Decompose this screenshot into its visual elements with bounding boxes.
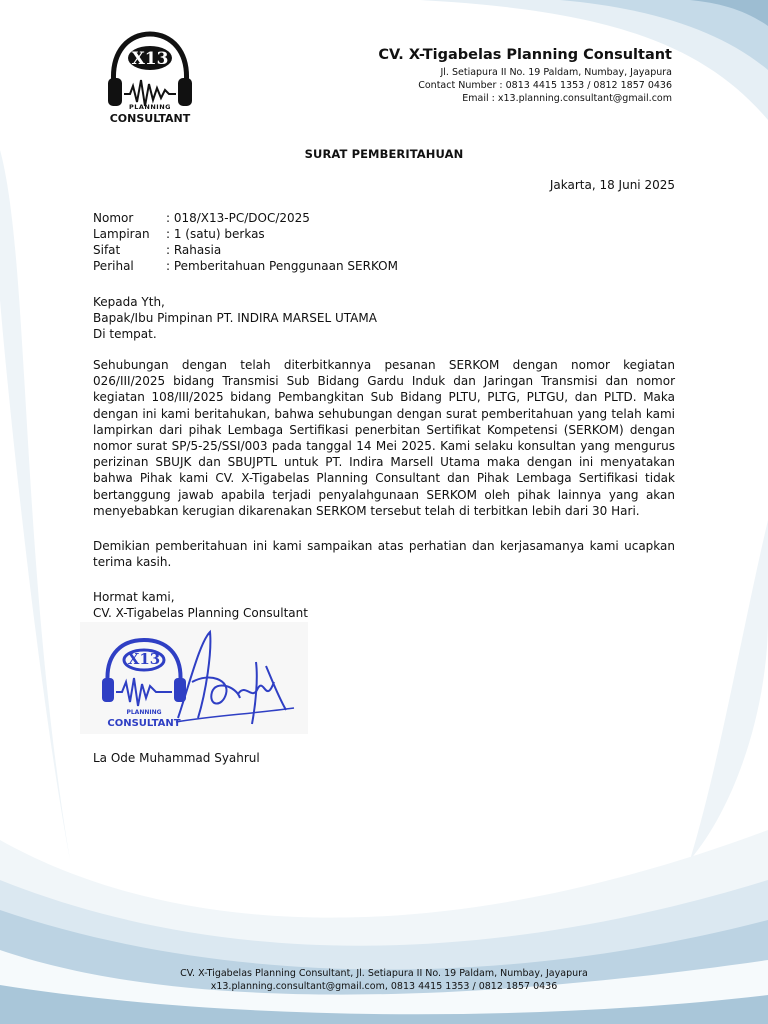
meta-row-nomor — [93, 210, 398, 226]
svg-text:CONSULTANT: CONSULTANT — [107, 718, 181, 729]
letter-meta — [93, 210, 398, 274]
company-address: Jl. Setiapura II No. 19 Paldam, Numbay, Jayapura — [440, 67, 672, 78]
company-name: CV. X-Tigabelas Planning Consultant — [378, 47, 672, 63]
company-letterhead — [378, 47, 672, 105]
sign-off: Hormat kami, — [93, 590, 175, 604]
closing-paragraph: Demikian pemberitahuan ini kami sampaikan atas perhatian dan kerjasamanya kami ucapkan terima kasih. — [93, 539, 675, 570]
meta-value: : Rahasia — [166, 243, 222, 257]
recipient-place: Di tempat. — [93, 327, 157, 342]
letter-date: Jakarta, 18 Juni 2025 — [549, 178, 675, 192]
meta-label: Perihal — [93, 259, 134, 273]
footer-line-2: x13.planning.consultant@gmail.com, 0813 4415 1353 / 0812 1857 0436 — [210, 981, 558, 992]
recipient-name: Bapak/Ibu Pimpinan PT. INDIRA MARSEL UTAMA — [93, 311, 377, 326]
company-email: Email : x13.planning.consultant@gmail.com — [462, 93, 672, 104]
meta-value: : Pemberitahuan Penggunaan SERKOM — [166, 259, 398, 273]
meta-label: Sifat — [93, 243, 121, 257]
meta-label: Lampiran — [93, 227, 150, 241]
meta-value: : 018/X13-PC/DOC/2025 — [166, 211, 310, 225]
signer-name: La Ode Muhammad Syahrul — [93, 751, 260, 765]
meta-value: : 1 (satu) berkas — [166, 227, 265, 241]
company-stamp-signature — [80, 622, 308, 734]
meta-row-perihal — [93, 258, 398, 274]
svg-text:X13: X13 — [127, 650, 161, 668]
recipient-greeting: Kepada Yth, — [93, 295, 165, 309]
sign-company: CV. X-Tigabelas Planning Consultant — [93, 606, 308, 621]
meta-row-lampiran — [93, 226, 398, 242]
letter-title: SURAT PEMBERITAHUAN — [304, 147, 464, 161]
sign-off-block — [93, 589, 675, 621]
recipient-block — [93, 294, 675, 343]
meta-label: Nomor — [93, 211, 134, 225]
svg-text:X13: X13 — [131, 49, 169, 69]
logo-text-planning: PLANNING — [128, 103, 171, 111]
footer-line-1: CV. X-Tigabelas Planning Consultant, Jl. Setiapura II No. 19 Paldam, Numbay, Jayapura — [180, 968, 588, 979]
meta-row-sifat — [93, 242, 398, 258]
svg-text:PLANNING: PLANNING — [126, 709, 162, 716]
page-footer — [0, 967, 768, 993]
company-contact: Contact Number : 0813 4415 1353 / 0812 1857 0436 — [418, 80, 672, 91]
letter-body-paragraph: Sehubungan dengan telah diterbitkannya pesanan SERKOM dengan nomor kegiatan 026/III/2025 bidang Transmisi Sub Bidang Gardu Induk dan Jaringan Transmisi dan nomor kegiatan 108/III/2025 bidang Pembangkitan Sub Bidang PLTU, PLTG, PLTGU, dan PLTD. Maka dengan ini kami beritahukan, bahwa sehubungan dengan surat pemberitahuan yang telah kami lampirkan dari pihak Lembaga Sertifikasi penerbitan Sertifikat Kompetensi (SERKOM) dengan nomor surat SP/5-25/SSI/003 pada tanggal 14 Mei 2025. Kami selaku konsultan yang mengurus perizinan SBUJK dan SBUJPTL untuk PT. Indira Marsell Utama maka dengan ini menyatakan bahwa Pihak kami CV. X-Tigabelas Planning Consultant dan Pihak Lembaga Sertifikasi tidak bertanggung jawab apabila terjadi penyalahgunaan SERKOM oleh pihak lainnya yang akan menyebabkan kerugian dikarenakan SERKOM tersebut telah di terbitkan lebih dari 30 Hari. — [93, 358, 675, 518]
logo-text-consultant: CONSULTANT — [109, 112, 191, 125]
